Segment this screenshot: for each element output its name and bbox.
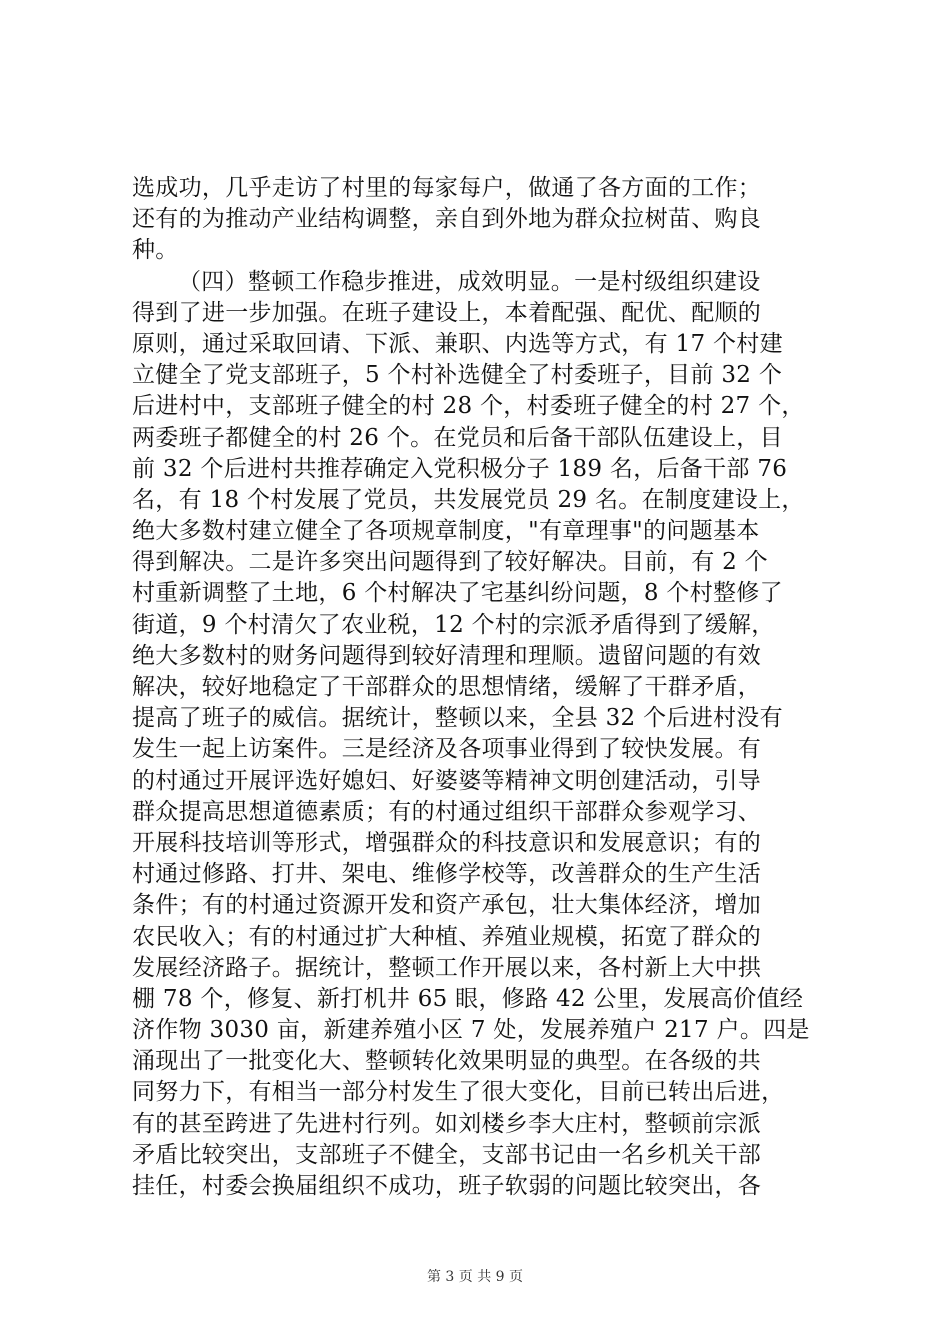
text-line: 条件；有的村通过资源开发和资产承包，壮大集体经济，增加 [132, 892, 762, 919]
text-line: 绝大多数村建立健全了各项规章制度，"有章理事"的问题基本 [132, 518, 760, 545]
text-line: 种。 [132, 237, 179, 264]
text-line: 同努力下，有相当一部分村发生了很大变化，目前已转出后进， [132, 1079, 785, 1106]
text-line: 提高了班子的威信。据统计，整顿以来，全县 32 个后进村没有 [132, 705, 783, 732]
text-line: 村重新调整了土地，6 个村解决了宅基纠纷问题，8 个村整修了 [132, 580, 783, 607]
text-line: 济作物 3030 亩，新建养殖小区 7 处，发展养殖户 217 户。四是 [132, 1017, 810, 1044]
text-line: 棚 78 个，修复、新打机井 65 眼，修路 42 公里，发展高价值经 [132, 985, 804, 1012]
text-line: 有的甚至跨进了先进村行列。如刘楼乡李大庄村，整顿前宗派 [132, 1110, 762, 1137]
text-line: 立健全了党支部班子，5 个村补选健全了村委班子，目前 32 个 [132, 362, 783, 389]
text-line: 选成功，几乎走访了村里的每家每户，做通了各方面的工作； [132, 175, 762, 201]
text-line: 矛盾比较突出，支部班子不健全，支部书记由一名乡机关干部 [132, 1141, 762, 1168]
text-line: 涌现出了一批变化大、整顿转化效果明显的典型。在各级的共 [132, 1048, 762, 1075]
text-line: 挂任，村委会换届组织不成功，班子软弱的问题比较突出，各 [132, 1173, 762, 1199]
text-line: 发展经济路子。据统计，整顿工作开展以来，各村新上大中拱 [132, 954, 762, 981]
text-line: 发生一起上访案件。三是经济及各项事业得到了较快发展。有 [132, 736, 762, 763]
text-line: 绝大多数村的财务问题得到较好清理和理顺。遗留问题的有效 [132, 642, 762, 669]
text-line: 还有的为推动产业结构调整，亲自到外地为群众拉树苗、购良 [132, 206, 762, 233]
text-line: 村通过修路、打井、架电、维修学校等，改善群众的生产生活 [132, 861, 762, 888]
text-line: 得到了进一步加强。在班子建设上，本着配强、配优、配顺的 [132, 299, 762, 326]
text-line: 后进村中，支部班子健全的村 28 个，村委班子健全的村 27 个， [132, 393, 805, 420]
text-line: 解决，较好地稳定了干部群众的思想情绪，缓解了干群矛盾， [132, 674, 762, 700]
text-line: 街道，9 个村清欠了农业税，12 个村的宗派矛盾得到了缓解， [132, 611, 775, 638]
text-line: 名，有 18 个村发展了党员，共发展党员 29 名。在制度建设上， [132, 486, 805, 513]
body-text [132, 173, 832, 1202]
text-line: 得到解决。二是许多突出问题得到了较好解决。目前，有 2 个 [132, 549, 768, 576]
paragraph-start-line: （四）整顿工作稳步推进，成效明显。一是村级组织建设 [178, 268, 761, 295]
text-line: 两委班子都健全的村 26 个。在党员和后备干部队伍建设上，目 [132, 424, 783, 451]
text-line: 的村通过开展评选好媳妇、好婆婆等精神文明创建活动，引导 [132, 767, 762, 794]
text-line: 农民收入；有的村通过扩大种植、养殖业规模，拓宽了群众的 [132, 923, 762, 950]
text-line: 前 32 个后进村共推荐确定入党积极分子 189 名，后备干部 76 [132, 455, 788, 482]
text-line: 开展科技培训等形式，增强群众的科技意识和发展意识；有的 [132, 829, 762, 856]
text-line: 群众提高思想道德素质；有的村通过组织干部群众参观学习、 [132, 798, 762, 825]
page-number-footer: 第 3 页 共 9 页 [426, 1269, 524, 1285]
text-line: 原则，通过采取回请、下派、兼职、内选等方式，有 17 个村建 [132, 330, 783, 357]
